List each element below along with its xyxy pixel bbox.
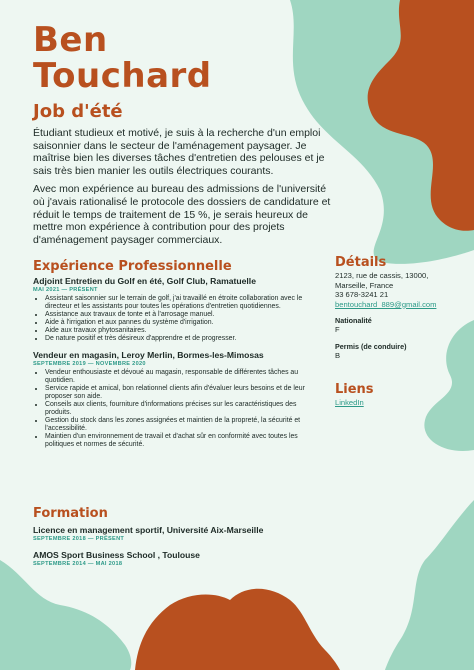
job-entry	[33, 350, 323, 450]
details-section	[335, 255, 445, 408]
job-entry	[33, 276, 323, 344]
details-heading: Détails	[335, 255, 387, 270]
address-line-1: 2123, rue de cassis, 13000,	[335, 271, 429, 281]
job-title-1: Adjoint Entretien du Golf en été, Golf Club, Ramatuelle	[33, 276, 256, 286]
job-bullets-2	[33, 369, 323, 450]
bullet-item: • Gestion du stock dans les zones assignées et maintien de la propreté, la sécurité et l'accessibilité.	[45, 417, 323, 433]
license-label: Permis (de conduire)	[335, 341, 407, 351]
intro-paragraph-1: Étudiant studieux et motivé, je suis à la recherche d'un emploi saisonnier dans le secteur de l'aménagement paysager. Je maîtrise bien les diverses tâches d'entretien des pelouses et je sais très bien manier les outils électriques courants.	[33, 127, 325, 177]
email-link[interactable]: bentouchard_889@gmail.com	[335, 299, 437, 309]
bullet-item: • Service rapide et amical, bon relationnel clients afin d'évaluer leurs besoins et de leur proposer son aide.	[45, 385, 323, 401]
bullet-item: • Conseils aux clients, fourniture d'informations précises sur les caractéristiques des produits.	[45, 401, 323, 417]
job-title-2: Vendeur en magasin, Leroy Merlin, Bormes-les-Mimosas	[33, 349, 264, 360]
job-bullets-1	[33, 295, 323, 344]
phone-number: 33 678-3241 21	[335, 290, 389, 300]
intro-section	[33, 127, 333, 252]
education-date-1: SEPTEMBRE 2018 — PRÉSENT	[33, 536, 125, 542]
education-title-1: Licence en management sportif, Université Aix-Marseille	[33, 525, 264, 535]
education-title-2: AMOS Sport Business School , Toulouse	[33, 550, 200, 560]
links-section	[335, 381, 445, 408]
job-date-2: SEPTEMBRE 2019 — NOVEMBRE 2020	[33, 360, 146, 367]
address-line-2: Marseille, France	[335, 280, 394, 290]
license-value: B	[335, 351, 341, 361]
last-name: Touchard	[33, 56, 212, 96]
education-heading: Formation	[33, 506, 108, 521]
experience-section	[33, 259, 323, 456]
bullet-item: • Assistance aux travaux de tonte et à l'arrosage manuel.	[45, 311, 323, 319]
mint-blob-bottom-left	[0, 560, 131, 670]
bullet-item: • Aide à l'irrigation et aux pannes du système d'irrigation.	[45, 319, 323, 327]
job-date-1: MAI 2021 — PRÉSENT	[33, 287, 98, 293]
job-title: Job d'été	[33, 101, 123, 122]
nationality-label: Nationalité	[335, 316, 372, 326]
first-name: Ben	[33, 20, 108, 60]
full-name	[33, 22, 212, 94]
bullet-item: • Aide aux travaux phytosanitaires.	[45, 327, 323, 335]
bullet-item: • Assistant saisonnier sur le terrain de golf, j'ai travaillé en étroite collaboration avec le directeur et les assistants pour toutes les opérations d'entretien quotidiennes.	[45, 295, 323, 311]
links-heading: Liens	[335, 381, 374, 397]
bullet-item: • De nature positif et très désireux d'apprendre et de progresser.	[45, 335, 323, 343]
intro-paragraph-2: Avec mon expérience au bureau des admissions de l'université où j'avais rationalisé le protocole des dossiers de candidature et réduit le temps de traitement de 15 %, je serais heureux de mettre mon expérience à contribution pour des projets d'aménagement paysager commerciaux.	[33, 183, 331, 246]
linkedin-link[interactable]: LinkedIn	[335, 398, 364, 408]
mint-blob-bottom-right	[385, 500, 474, 670]
bullet-item: • Maintien d'un environnement de travail et d'achat sûr en conformité avec toutes les politiques et normes de sécurité.	[45, 433, 323, 449]
experience-heading: Expérience Professionnelle	[33, 259, 232, 274]
nationality-value: F	[335, 325, 340, 335]
education-section	[33, 506, 323, 569]
orange-blob-bottom	[135, 589, 340, 670]
bullet-item: • Vendeur enthousiaste et dévoué au magasin, responsable de différentes tâches au quotidien.	[45, 369, 323, 385]
education-date-2: SEPTEMBRE 2014 — MAI 2018	[33, 561, 123, 567]
